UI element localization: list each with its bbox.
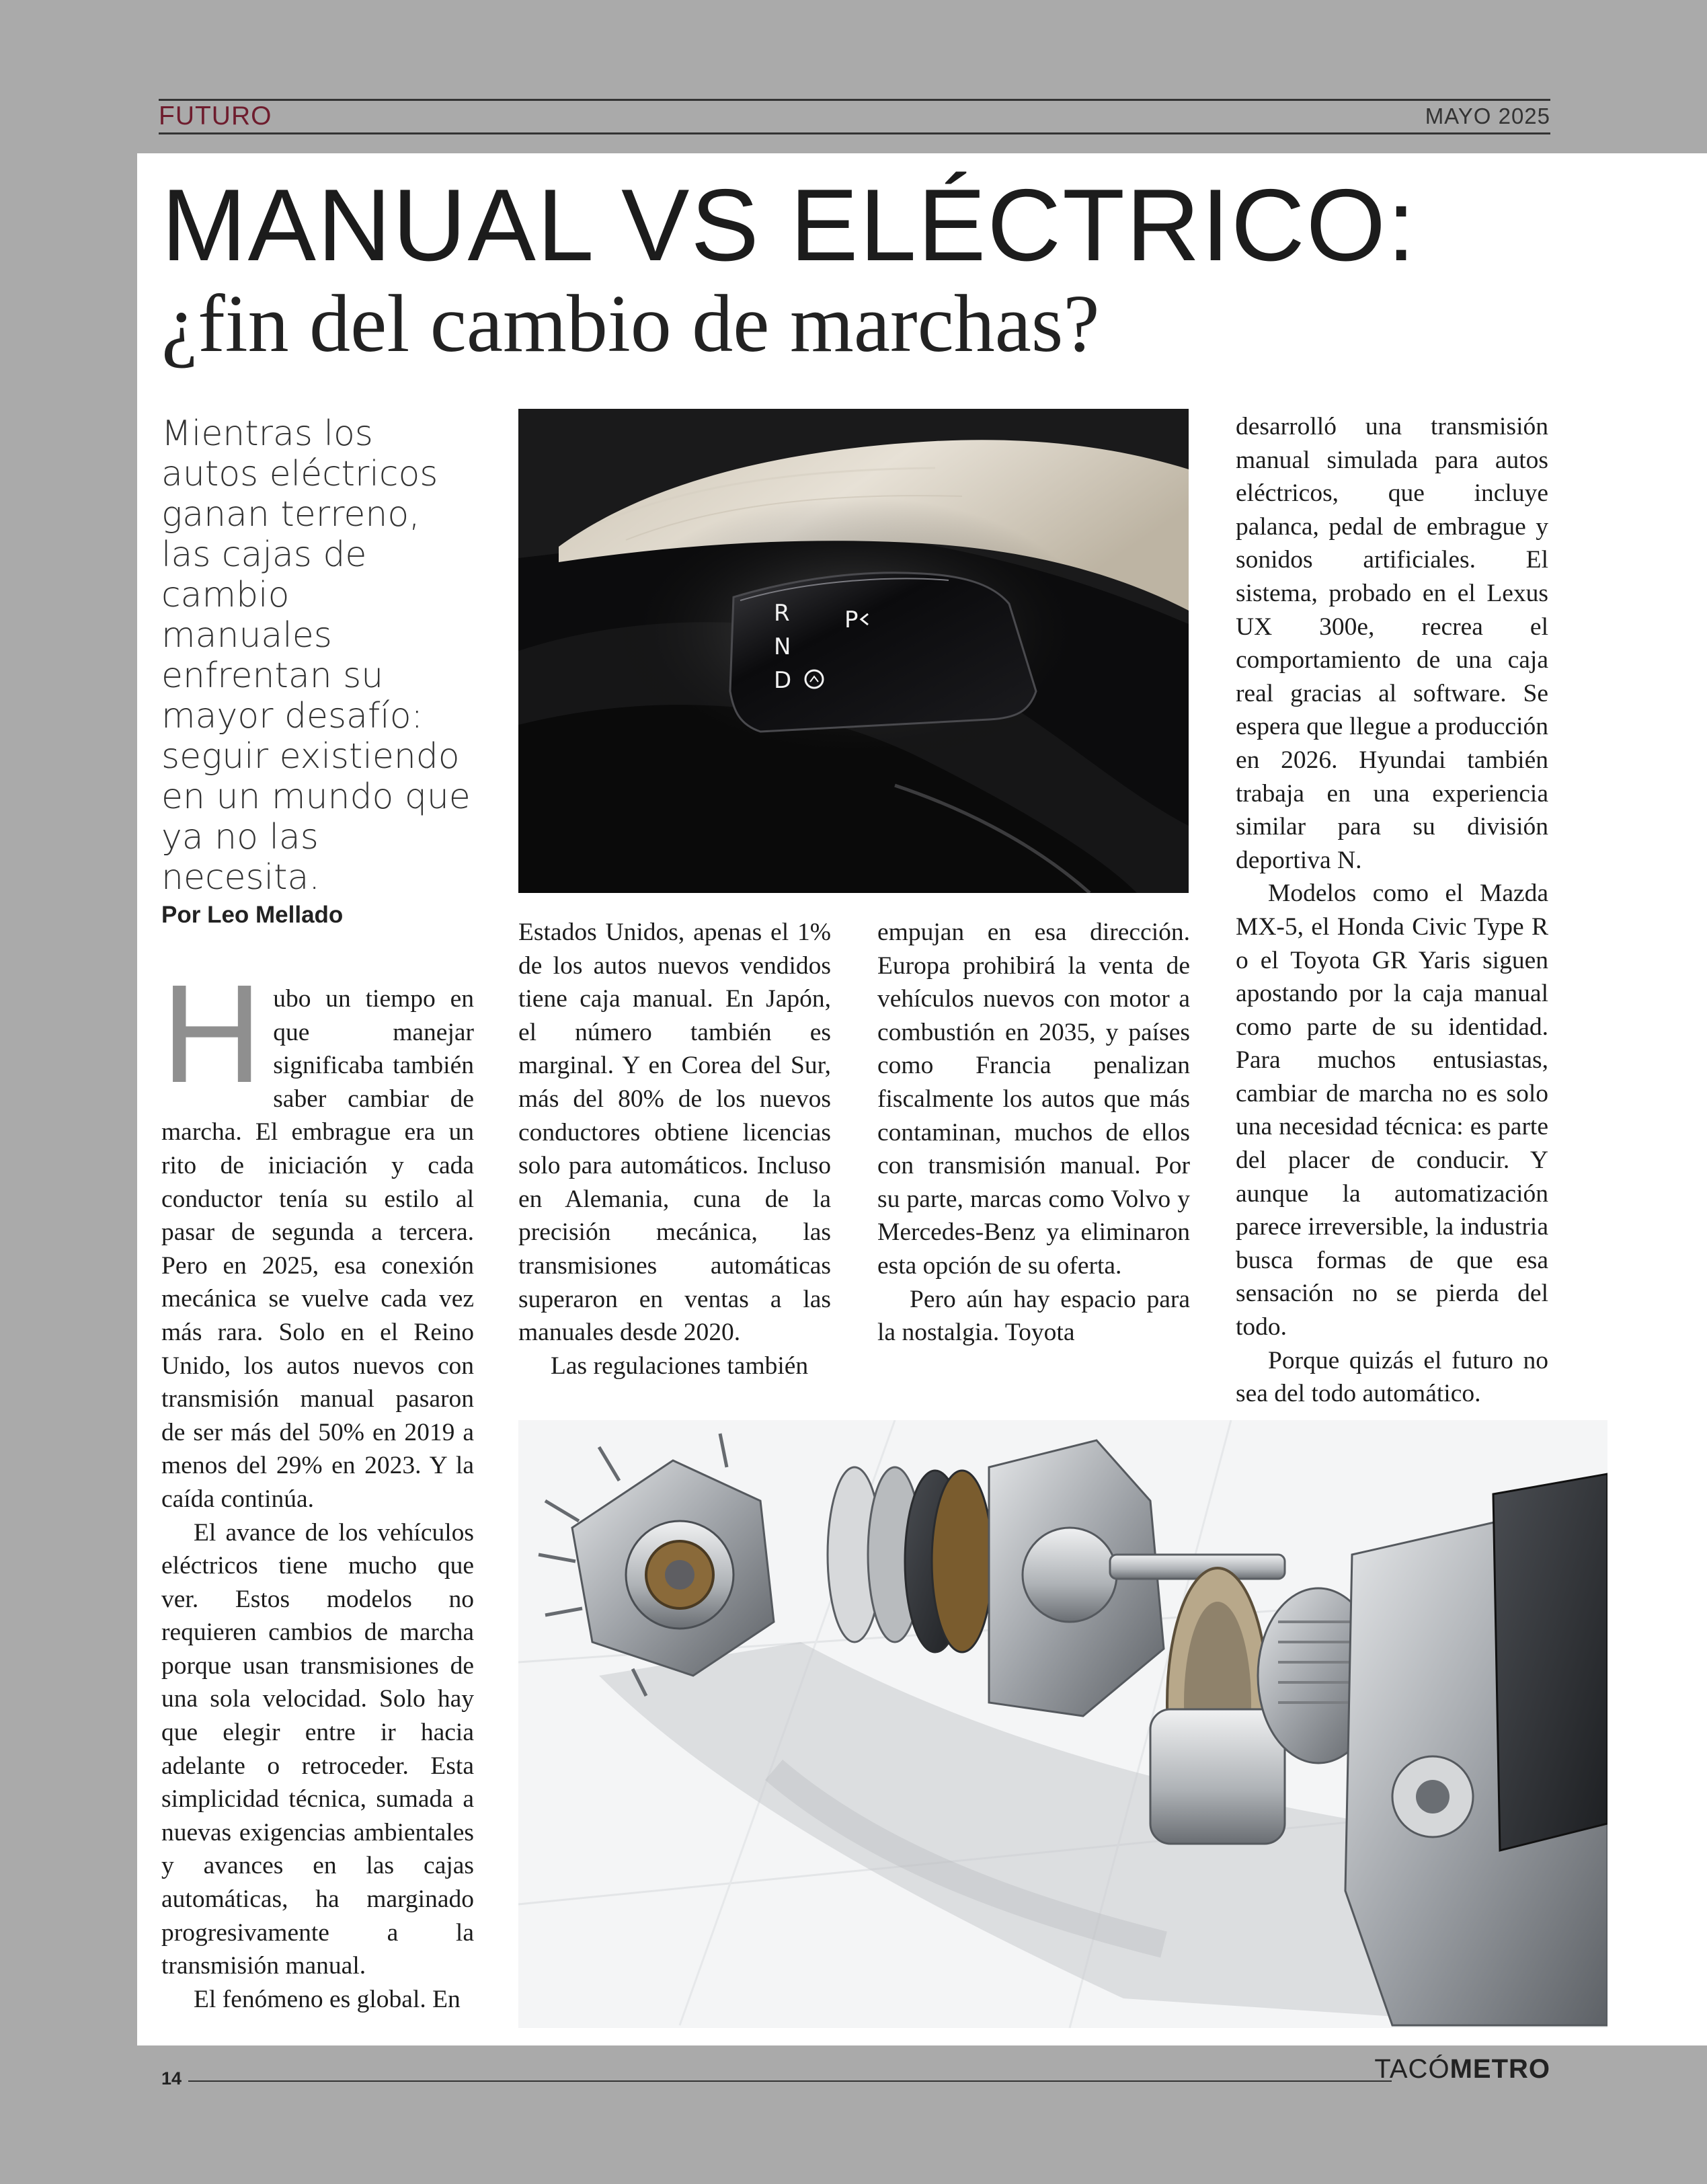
header-rule-bottom	[159, 132, 1550, 134]
issue-date: MAYO 2025	[1425, 104, 1550, 128]
park-label: P	[844, 607, 859, 633]
paragraph	[161, 956, 474, 1516]
paragraph: Modelos como el Mazda MX-5, el Honda Civic Type R o el Toyota GR Yaris siguen apostando por la caja manual como parte de su identidad. Para muchos entusiastas, cambiar de marcha no es solo una necesidad técnica: es parte del placer de conducir. Y aunque la automatización parece irreversible, la industria busca formas de que esa sensación no se pierda del todo.	[1236, 880, 1548, 1341]
paragraph: El fenómeno es global. En	[194, 1985, 461, 2013]
magazine-logo	[1374, 2052, 1550, 2086]
text-column-4	[1236, 410, 1548, 1411]
paragraph: empujan en esa dirección. Europa prohibirá la venta de vehículos nuevos con motor a combustión en 2035, y países como Francia penalizan fiscalmente los autos que más contaminan, muchos de ellos con transmisión manual. Por su parte, marcas como Volvo y Mercedes-Benz ya eliminaron esta opción de su oferta.	[877, 919, 1190, 1280]
article-subtitle: ¿fin del cambio de marchas?	[161, 278, 1100, 369]
logo-part-2: METRO	[1450, 2054, 1550, 2084]
text-column-3	[877, 916, 1190, 1350]
neutral-label: N	[774, 633, 791, 660]
section-label: FUTURO	[159, 102, 272, 130]
drive-label: D	[774, 667, 792, 694]
paragraph: Porque quizás el futuro no sea del todo automático.	[1236, 1346, 1548, 1408]
article-title: MANUAL VS ELÉCTRICO:	[161, 168, 1417, 282]
gear-shifter-photo	[518, 409, 1189, 893]
paragraph: Estados Unidos, apenas el 1% de los autos nuevos vendidos tiene caja manual. En Japón, el número también es marginal. Y en Corea del Sur, más del 80% de los nuevos conductores obtiene licencias solo para automáticos. Incluso en Alemania, cuna de la precisión mecánica, las transmisiones automáticas superaron en ventas a las manuales desde 2020.	[518, 919, 831, 1347]
header-rule-top	[159, 99, 1550, 101]
paragraph: Las regulaciones también	[551, 1352, 809, 1380]
byline: Por Leo Mellado	[161, 902, 344, 928]
footer-rule	[188, 2080, 1392, 2082]
logo-part-1: TACÓ	[1374, 2054, 1450, 2084]
page-number: 14	[161, 2068, 182, 2089]
text-column-1	[161, 956, 474, 2016]
paragraph: desarrolló una transmisión manual simulada para autos eléctricos, que incluye palanca, pedal de embrague y sonidos artificiales. El sistema, probado en el Lexus UX 300e, recrea el comportamiento de una caja real gracias al software. Se espera que llegue a producción en 2026. Hyundai también trabaja en una experiencia similar para su división deportiva N.	[1236, 413, 1548, 874]
article-lede: Mientras los autos eléctricos ganan terreno, las cajas de cambio manuales enfrentan su mayor desafío: seguir existiendo en un mundo que ya no las necesita.	[161, 414, 471, 898]
paragraph: Pero aún hay espacio para la nostalgia. Toyota	[877, 1285, 1190, 1347]
text-column-2	[518, 916, 831, 1382]
exploded-gearbox-photo	[518, 1420, 1607, 2028]
paragraph: El avance de los vehículos eléctricos tiene mucho que ver. Estos modelos no requieren cambios de marcha porque usan transmisiones de una sola velocidad. Solo hay que elegir entre ir hacia adelante o retroceder. Esta simplicidad técnica, sumada a nuevas exigencias ambientales y avances en las cajas automáticas, ha marginado progresivamente a la transmisión manual.	[161, 1518, 474, 1980]
drop-cap: H	[161, 956, 263, 1112]
reverse-label: R	[774, 600, 790, 627]
paragraph-text: ubo un tiempo en que manejar significaba también saber cambiar de marcha. El embrague era un rito de iniciación y cada conductor tenía su estilo al pasar de segunda a tercera. Pero en 2025, esa conexión mecánica se vuelve cada vez más rara. Solo en el Reino Unido, los autos nuevos con transmisión manual pasaron de ser más del 50% en 2019 a menos del 29% en 2023. Y la caída continúa.	[161, 985, 474, 1513]
